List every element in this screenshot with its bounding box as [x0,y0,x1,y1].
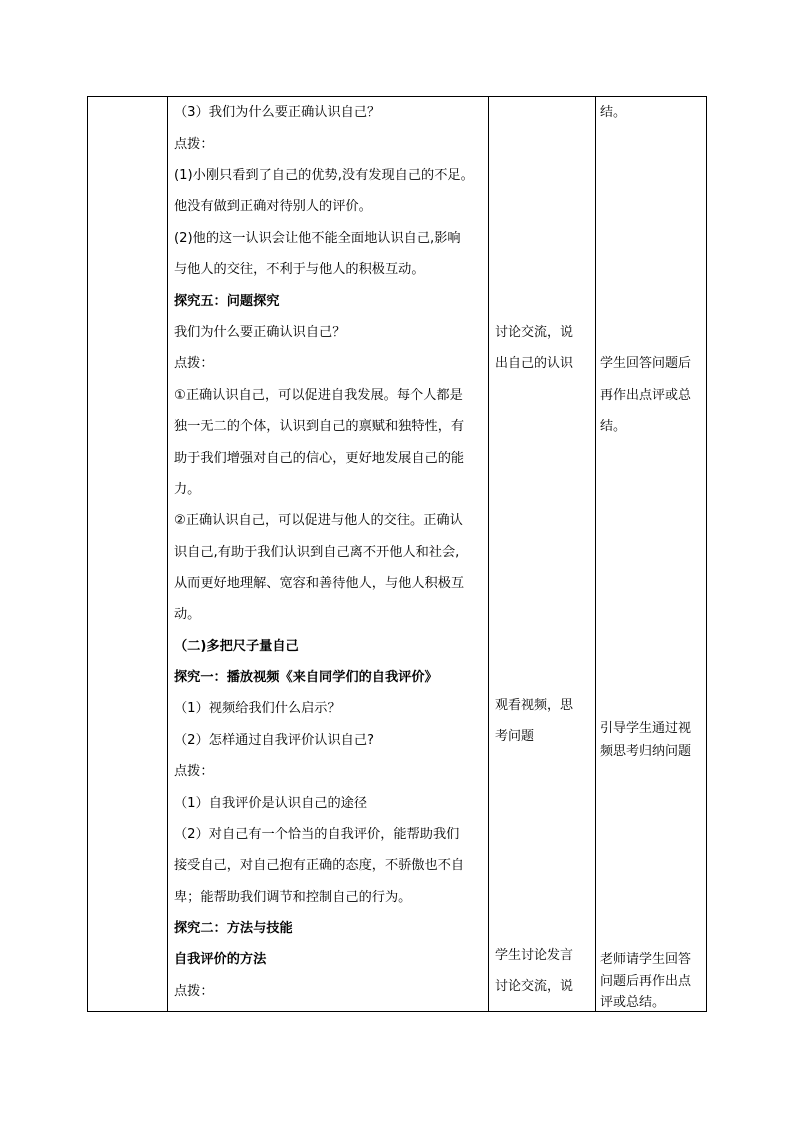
activity-line: 出自己的认识 [495,356,574,371]
content-line: 卑；能帮助我们调节和控制自己的行为。 [174,890,412,905]
intent-line: 老师请学生回答 [600,952,692,967]
activity-line: 讨论交流，说 [495,979,574,994]
content-line: 点拨： [174,137,214,152]
content-line: 识自己,有助于我们认识到自己离不开他人和社会, [174,545,460,560]
content-line: 点拨： [174,764,214,779]
content-line: 从而更好地理解、宽容和善待他人，与他人积极互 [174,576,465,591]
section-heading: 探究一：播放视频《来自同学们的自我评价》 [174,670,438,685]
lesson-table [87,96,707,1012]
intent-line: 问题后再作出点 [600,974,692,989]
student-activity-cell [489,97,595,1011]
content-line: （2）怎样通过自我评价认识自己? [174,733,375,748]
intent-line: 评或总结。 [600,995,666,1010]
content-line: （1）视频给我们什么启示？ [174,701,341,716]
content-line: （2）对自己有一个恰当的自我评价，能帮助我们 [174,827,460,842]
activity-line: 考问题 [495,729,535,744]
content-line: 助于我们增强对自己的信心，更好地发展自己的能 [174,451,465,466]
content-line: 我们为什么要正确认识自己？ [174,325,346,340]
content-line: (2)他的这一认识会让他不能全面地认识自己,影响 [174,231,461,246]
intent-line: 引导学生通过视 [600,721,692,736]
activity-line: 学生讨论发言 [495,948,574,963]
content-line: 点拨： [174,356,214,371]
section-heading: 自我评价的方法 [174,952,267,967]
content-line: （3）我们为什么要正确认识自己？ [174,105,381,120]
intent-line: 再作出点评或总 [600,388,692,403]
content-line: ②正确认识自己，可以促进与他人的交往。正确认 [174,513,463,528]
content-line: 他没有做到正确对待别人的评价。 [174,199,372,214]
activity-line: 讨论交流，说 [495,325,574,340]
content-line: 力。 [174,482,201,497]
content-line: 动。 [174,607,201,622]
content-line: (1)小刚只看到了自己的优势,没有发现自己的不足。 [174,168,474,183]
content-line: ①正确认识自己，可以促进自我发展。每个人都是 [174,388,463,403]
content-line: 接受自己，对自己抱有正确的态度，不骄傲也不自 [174,858,465,873]
section-heading: （二)多把尺子量自己 [174,639,299,654]
content-line: （1）自我评价是认识自己的途径 [174,796,368,811]
content-line: 点拨： [174,984,214,999]
design-intent-cell [596,97,708,1011]
section-heading: 探究二：方法与技能 [174,921,293,936]
activity-line: 观看视频，思 [495,698,574,713]
intent-line: 频思考归纳问题 [600,744,692,759]
content-line: 与他人的交往，不利于与他人的积极互动。 [174,262,425,277]
section-heading: 探究五：问题探究 [174,294,280,309]
intent-line: 结。 [600,419,627,434]
intent-line: 结。 [600,105,627,120]
teaching-content-cell [168,97,488,1011]
intent-line: 学生回答问题后 [600,356,692,371]
content-line: 独一无二的个体，认识到自己的禀赋和独特性，有 [174,419,465,434]
